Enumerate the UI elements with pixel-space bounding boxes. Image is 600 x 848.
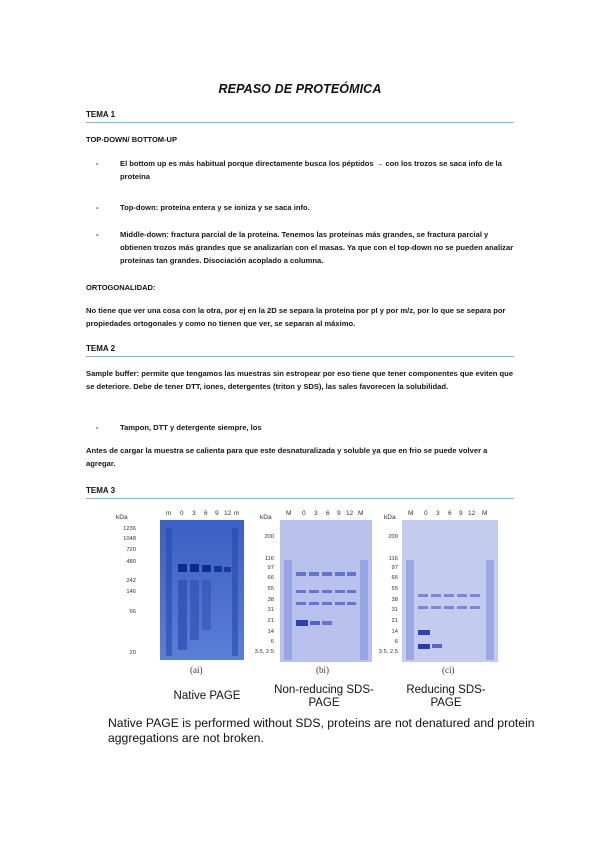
ortogonalidad-label: ORTOGONALIDAD:	[86, 283, 156, 292]
gel-lane-label: 3	[314, 510, 318, 517]
gel-tick: 1048	[123, 536, 136, 542]
gel-lane-label: 3	[192, 510, 196, 517]
ortogonalidad-paragraph: No tiene que ver una cosa con la otra, por ej en la 2D se separa la proteína por pI y por m/z, por lo que se separa por propiedades ortogonales y como no tienen que ver, se separan al máximo.	[86, 306, 506, 328]
bullet-text: El bottom up es más habitual porque directamente busca los péptidos → con los trozos se saca info de la proteína	[120, 159, 502, 181]
gel-tick: 97	[267, 565, 274, 571]
gel-tick: 480	[126, 559, 136, 565]
gel-tick: 66	[267, 575, 274, 581]
bullet-text: Tampon, DTT y detergente siempre, los	[120, 423, 262, 432]
gel-lane-label: 0	[302, 510, 306, 517]
gel-lane-label: 6	[204, 510, 208, 517]
section-heading-tema1: TEMA 1	[86, 110, 514, 123]
gel-tick: 720	[126, 547, 136, 553]
gel-image-native	[160, 520, 244, 660]
gel-caption: (ai)	[190, 665, 203, 675]
gel-tick: 200	[264, 534, 274, 540]
gel-lane-label: 12	[224, 510, 232, 517]
gel-reducing-sds-page	[380, 500, 520, 680]
gel-image-reducing	[402, 520, 498, 662]
gel-tick: 14	[391, 629, 398, 635]
sample-buffer-paragraph: Sample buffer: permite que tengamos las muestras sin estropear por eso tiene que tener componentes que eviten que se deteriore. Debe de tener DTT, iones, detergentes (triton y SDS), las sales favorecen la solubilidad.	[86, 369, 514, 391]
gel-lane-label: M	[286, 510, 292, 517]
gel-tick: 3.5, 2.5	[254, 649, 274, 655]
gel-lane-label: 9	[337, 510, 341, 517]
gel-tick: 146	[126, 589, 136, 595]
gel-tick: 38	[391, 597, 398, 603]
gel-tick: 66	[391, 575, 398, 581]
gel-tick: 55	[391, 586, 398, 592]
gel-lane-label: 6	[448, 510, 452, 517]
gel-tick: 242	[126, 578, 136, 584]
gel-tick: 3.5, 2.5	[378, 649, 398, 655]
gel-lane-label: 3	[436, 510, 440, 517]
gel-tick: 66	[129, 609, 136, 615]
gel-tick: 21	[391, 618, 398, 624]
gel-tick: 116	[264, 556, 274, 562]
figure-note: Native PAGE is performed without SDS, proteins are not denatured and protein aggregations are not broken.	[108, 716, 535, 745]
gel-lane-label: m	[234, 510, 240, 517]
section-heading-tema2: TEMA 2	[86, 344, 514, 357]
gel-tick: 1236	[123, 526, 136, 532]
gel-tick: 55	[267, 586, 274, 592]
gel-lane-label: M	[408, 510, 414, 517]
gel-image-non-reducing	[280, 520, 372, 662]
gel-native-page	[108, 500, 248, 680]
gel-kda-label: kDa	[116, 514, 128, 521]
gel-tick: 6	[270, 639, 274, 645]
gel-lane-label: 9	[215, 510, 219, 517]
section-heading-tema3: TEMA 3	[86, 486, 514, 499]
gel-tick: 6	[394, 639, 398, 645]
gel-caption: (ci)	[442, 665, 455, 675]
gel-tick: 20	[129, 650, 136, 656]
gel-tick: 116	[388, 556, 398, 562]
gel-lane-label: 6	[326, 510, 330, 517]
subheading-top-down-bottom-up: TOP-DOWN/ BOTTOM-UP	[86, 135, 177, 144]
page-title: REPASO DE PROTEÓMICA	[218, 82, 382, 96]
gel-lane-label: 0	[180, 510, 184, 517]
gel-tick: 31	[267, 607, 274, 613]
gel-kda-label: kDa	[384, 514, 396, 521]
gel-lane-label: M	[358, 510, 364, 517]
gel-figure	[108, 500, 528, 750]
gel-name-reducing: Reducing SDS-PAGE	[406, 684, 486, 709]
gel-tick: 97	[391, 565, 398, 571]
gel-lane-label: 12	[346, 510, 354, 517]
gel-tick: 38	[267, 597, 274, 603]
gel-tick: 200	[388, 534, 398, 540]
gel-name-non-reducing: Non-reducing SDS-PAGE	[274, 684, 374, 709]
gel-tick: 31	[391, 607, 398, 613]
gel-lane-label: M	[482, 510, 488, 517]
gel-tick: 21	[267, 618, 274, 624]
antes-paragraph: Antes de cargar la muestra se calienta para que este desnaturalizada y soluble ya que en frio se puede volver a agregar.	[86, 446, 488, 468]
bullet-text: Middle-down: fractura parcial de la proteína. Tenemos las proteínas más grandes, se fractura parcial y obtienen trozos más grandes que se analizarían con el masas. Ya que con el top-down no se pueden analizar proteínas tan grandes. Disociación acoplado a columna.	[120, 230, 514, 265]
gel-lane-label: 9	[459, 510, 463, 517]
gel-lane-label: 0	[424, 510, 428, 517]
bullet-text: Top-down: proteína entera y se ioniza y se saca info.	[120, 203, 310, 212]
gel-caption: (bi)	[316, 665, 329, 675]
gel-kda-label: kDa	[260, 514, 272, 521]
gel-lane-label: 12	[468, 510, 476, 517]
gel-name-native: Native PAGE	[173, 690, 241, 702]
gel-lane-label: m	[166, 510, 172, 517]
gel-non-reducing-sds-page	[250, 500, 380, 680]
gel-tick: 14	[267, 629, 274, 635]
